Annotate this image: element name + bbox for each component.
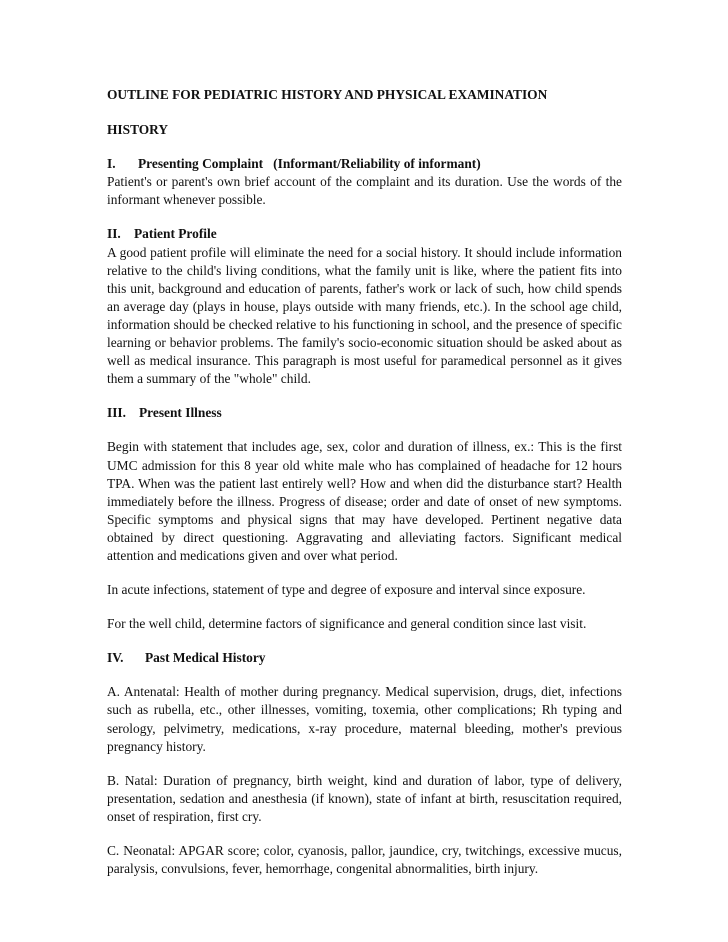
paragraph: In acute infections, statement of type and degree of exposure and interval since exposure. [107, 582, 586, 598]
paragraph: Patient's or parent's own brief account of the complaint and its duration. Use the words of the informant whenever possible. [107, 174, 622, 208]
item-present-illness [107, 404, 622, 633]
item-patient-profile [107, 225, 622, 388]
paragraph: A. Antenatal: Health of mother during pregnancy. Medical supervision, drugs, diet, infections such as rubella, etc., other illnesses, vomiting, toxemia, other complications; Rh typing and serology, pelvimetry, medications, x-ray procedure, maternal bleeding, mother's previous pregnancy history. [107, 684, 622, 754]
heading-patient-profile [107, 225, 622, 243]
paragraph: C. Neonatal: APGAR score; color, cyanosis, pallor, jaundice, cry, twitchings, excessive mucus, paralysis, convulsions, fever, hemorrhage, congenital abnormalities, birth injury. [107, 843, 622, 877]
item-past-medical-history [107, 649, 622, 878]
heading-number: III. [107, 405, 126, 421]
heading-past-medical-history [107, 649, 622, 667]
heading-text: Past Medical History [145, 650, 266, 666]
paragraph: A good patient profile will eliminate the need for a social history. It should include information relative to the child's living conditions, what the family unit is like, where the patient fits into this unit, background and education of parents, father's work or lack of such, how child spends an average day (plays in house, plays outside with many friends, etc.). In the school age child, information should be checked relative to his functioning in school, and the presence of specific learning or behavior problems. The family's socio-economic situation should be asked about as well as medical insurance. This paragraph is most useful for paramedical personnel as it gives them a summary of the "whole" child. [107, 244, 622, 387]
paragraph: Begin with statement that includes age, sex, color and duration of illness, ex.: This is the first UMC admission for this 8 year old white male who has complained of headache for 12 hours TPA. When was the patient last entirely well? How and when did the disturbance start? Health immediately before the illness. Progress of disease; order and date of onset of new symptoms. Specific symptoms and physical signs that may have developed. Pertinent negative data obtained by direct questioning. Aggravating and alleviating factors. Significant medical attention and medications given and over what period. [107, 439, 622, 563]
heading-presenting-complaint [107, 155, 622, 173]
heading-present-illness [107, 404, 622, 422]
heading-number: II. [107, 226, 121, 242]
heading-number: I. [107, 156, 116, 172]
heading-text: Presenting Complaint (Informant/Reliability of informant) [138, 156, 481, 172]
document-page [107, 86, 622, 878]
paragraph: B. Natal: Duration of pregnancy, birth weight, kind and duration of labor, type of delivery, presentation, sedation and anesthesia (if known), state of infant at birth, resuscitation required, onset of respiration, first cry. [107, 772, 622, 824]
paragraph: For the well child, determine factors of significance and general condition since last visit. [107, 616, 587, 632]
heading-text: Patient Profile [134, 226, 217, 242]
document-title: OUTLINE FOR PEDIATRIC HISTORY AND PHYSICAL EXAMINATION [107, 87, 548, 102]
heading-text: Present Illness [139, 405, 222, 421]
section-heading-history: HISTORY [107, 122, 169, 138]
heading-number: IV. [107, 650, 124, 666]
item-presenting-complaint [107, 155, 622, 209]
